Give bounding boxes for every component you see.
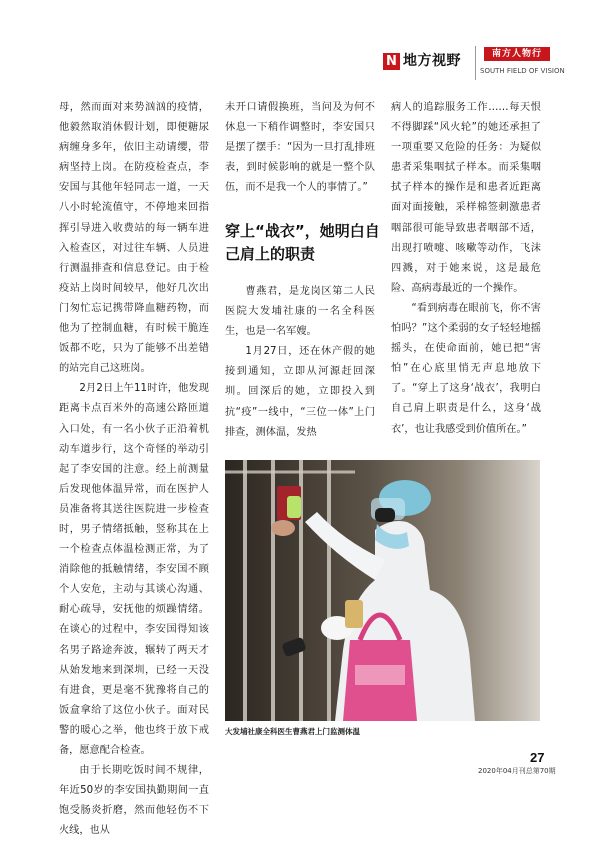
issue-info: 2020年04月刊总第70期: [478, 767, 556, 775]
brand-block: [475, 46, 565, 80]
article-photo: [225, 460, 540, 721]
brand-subtitle: SOUTH FIELD OF VISION: [480, 67, 565, 75]
text-column-2-top: [225, 98, 375, 198]
brand-name: 南方人物行: [484, 47, 550, 61]
paragraph: 由于长期吃饭时间不规律，年近50岁的李安国执勤期间一直饱受肠炎折磨，然而他轻伤不下火线，也从: [59, 765, 209, 837]
section-header: [383, 46, 565, 80]
section-title: 地方视野: [403, 53, 461, 69]
paragraph: 病人的追踪服务工作……每天恨不得脚踩“风火轮”的她还承担了一项重要又危险的任务：为疑似患者采集咽拭子样本。而采集咽拭子样本的操作是和患者近距离面对面接触，采样棉签刺激患者咽部很可能导致患者咽部不适，出现打喷嚏、咳嗽等动作，飞沫四溅，对于她来说，这是最危险、高病毒最近的一个操作。: [391, 102, 541, 294]
text-column-2-bottom: [225, 282, 375, 443]
text-column-1: [59, 98, 209, 841]
photo-illustration: [225, 460, 540, 721]
paragraph: “看到病毒在眼前飞，你不害怕吗？”这个柔弱的女子轻轻地摇摇头，在使命面前，她已把“害怕”在心底里悄无声息地放下了。“穿上了这身‘战衣’，我明白自己肩上职责是什么，这身‘战衣’，也让我感受到价值所在。”: [391, 302, 541, 435]
paragraph: 曹燕君，是龙岗区第二人民医院大发埔社康的一名全科医生，也是一名军嫂。: [225, 286, 375, 338]
paragraph: 未开口请假换班，当问及为何不休息一下稍作调整时，李安国只是摆了摆手：“因为一旦打乱排班表，到时候影响的就是一整个队伍，而不是我一个人的事情了。”: [225, 102, 375, 194]
paragraph: 母，然而面对来势汹汹的疫情，他毅然取消休假计划，即便糖尿病缠身多年，依旧主动请缨，带病坚持上岗。在防疫检查点，李安国与其他年轻同志一道，一天八小时轮流值守，不停地来回指挥引导进入收费站的每一辆车进入检查区，对过往车辆、人员进行测温排查和信息登记。由于检疫站上岗时间较早，他好几次出门匆忙忘记携带降血糖药物，而他为了控制血糖，有时候干脆连饭都不吃，只为了能够不出差错的站完自己这班岗。: [59, 102, 209, 375]
paragraph: 1月27日，还在休产假的她接到通知，立即从河源赶回深圳。回深后的她，立即投入到抗“疫”一线中，“三位一体”上门排查，测体温，发热: [225, 346, 375, 438]
page-number: 27: [530, 750, 545, 765]
section-logo: N: [383, 53, 400, 70]
text-column-3: [391, 98, 541, 440]
photo-caption: 大发埔社康全科医生曹燕君上门监测体温: [225, 727, 360, 736]
paragraph: 2月2日上午11时许，他发现距离卡点百米外的高速公路匝道入口处，有一名小伙子正沿着机动车道步行，这个奇怪的举动引起了李安国的注意。经上前测量后发现他体温异常，而在医护人员准备将其送往医院进一步检查时，男子情绪抵触，竖称其在上一个检查点体温检测正常，为了消除他的抵触情绪，李安国不顾个人安危，主动与其谈心沟通、耐心疏导，安抚他的烦躁情绪。在谈心的过程中，李安国得知该名男子路途奔波，辗转了两天才从始发地来到深圳，已经一天没有进食，更是毫不犹豫将自己的饭盒拿给了这位小伙子。面对民警的暖心之举，他也终于放下戒备，愿意配合检查。: [59, 383, 209, 756]
section-subheading: 穿上“战衣”，她明白自己肩上的职责: [225, 222, 380, 263]
